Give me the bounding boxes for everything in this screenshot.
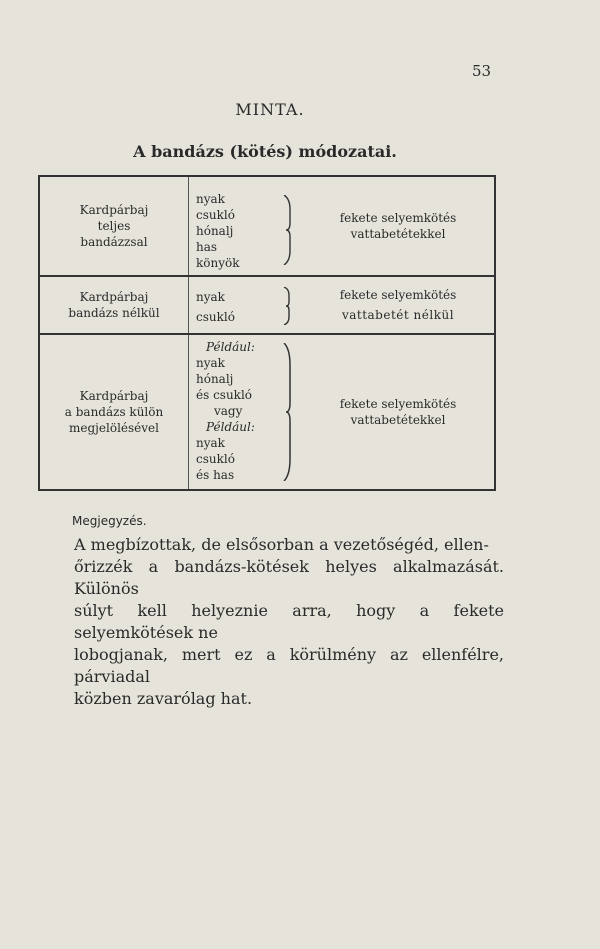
cell-text: nyak xyxy=(196,356,225,370)
text-line: A megbízottak, de elsősorban a vezetőségéd, ellen- xyxy=(74,535,489,554)
cell-text: csukló xyxy=(196,452,235,466)
cell-text: nyak xyxy=(196,192,225,206)
cell-text: vattabetétekkel xyxy=(350,227,446,241)
table-row xyxy=(40,277,494,335)
text-line: őrizzék a bandázs-kötések helyes alkalmazását. Különös xyxy=(74,557,504,598)
subheading: A bandázs (kötés) módozatai. xyxy=(133,142,397,161)
row-parts-cell xyxy=(196,177,296,275)
cell-text: megjelölésével xyxy=(69,421,159,435)
cell-text: nyak xyxy=(196,290,225,304)
cell-text: csukló xyxy=(196,310,235,324)
row-binding-cell xyxy=(302,335,494,489)
brace-icon xyxy=(282,195,292,265)
cell-text: vattabetétekkel xyxy=(350,413,446,427)
cell-text: vattabetét nélkül xyxy=(341,308,455,322)
row-type-cell xyxy=(40,335,189,489)
note-paragraph xyxy=(74,534,504,710)
cell-text: és csukló xyxy=(196,388,253,402)
cell-text: a bandázs külön xyxy=(64,405,164,419)
cell-text: és has xyxy=(196,468,235,482)
table-row xyxy=(40,335,494,489)
bandage-table xyxy=(38,175,496,491)
cell-text: Kardpárbaj xyxy=(79,290,149,304)
heading: MINTA. xyxy=(235,100,305,119)
brace-icon xyxy=(282,287,292,325)
example-label: Például: xyxy=(206,340,255,354)
cell-text: Kardpárbaj xyxy=(79,203,149,217)
example-label: Például: xyxy=(206,420,255,434)
cell-text: vagy xyxy=(214,404,243,418)
cell-text: teljes xyxy=(97,219,131,233)
row-type-cell xyxy=(40,177,189,275)
row-parts-cell xyxy=(196,335,296,489)
row-binding-cell xyxy=(302,277,494,333)
cell-text: fekete selyemkötés xyxy=(339,288,457,302)
note-label: Megjegyzés. xyxy=(72,514,147,528)
cell-text: Kardpárbaj xyxy=(79,389,149,403)
cell-text: csukló xyxy=(196,208,235,222)
row-type-cell xyxy=(40,277,189,333)
cell-text: fekete selyemkötés xyxy=(339,211,457,225)
cell-text: könyök xyxy=(196,256,240,270)
cell-text: hónalj xyxy=(196,372,234,386)
text-line: közben zavarólag hat. xyxy=(74,689,253,708)
cell-text: bandázs nélkül xyxy=(68,306,160,320)
page-number: 53 xyxy=(472,62,492,80)
brace-icon xyxy=(282,343,292,481)
text-line: súlyt kell helyeznie arra, hogy a fekete selyemkötések ne xyxy=(74,601,504,642)
row-parts-cell xyxy=(196,277,296,333)
cell-text: hónalj xyxy=(196,224,234,238)
cell-text: fekete selyemkötés xyxy=(339,397,457,411)
cell-text: has xyxy=(196,240,218,254)
row-binding-cell xyxy=(302,177,494,275)
cell-text: bandázzsal xyxy=(80,235,148,249)
cell-text: nyak xyxy=(196,436,225,450)
table-row xyxy=(40,177,494,277)
text-line: lobogjanak, mert ez a körülmény az ellenfélre, párviadal xyxy=(74,645,504,686)
